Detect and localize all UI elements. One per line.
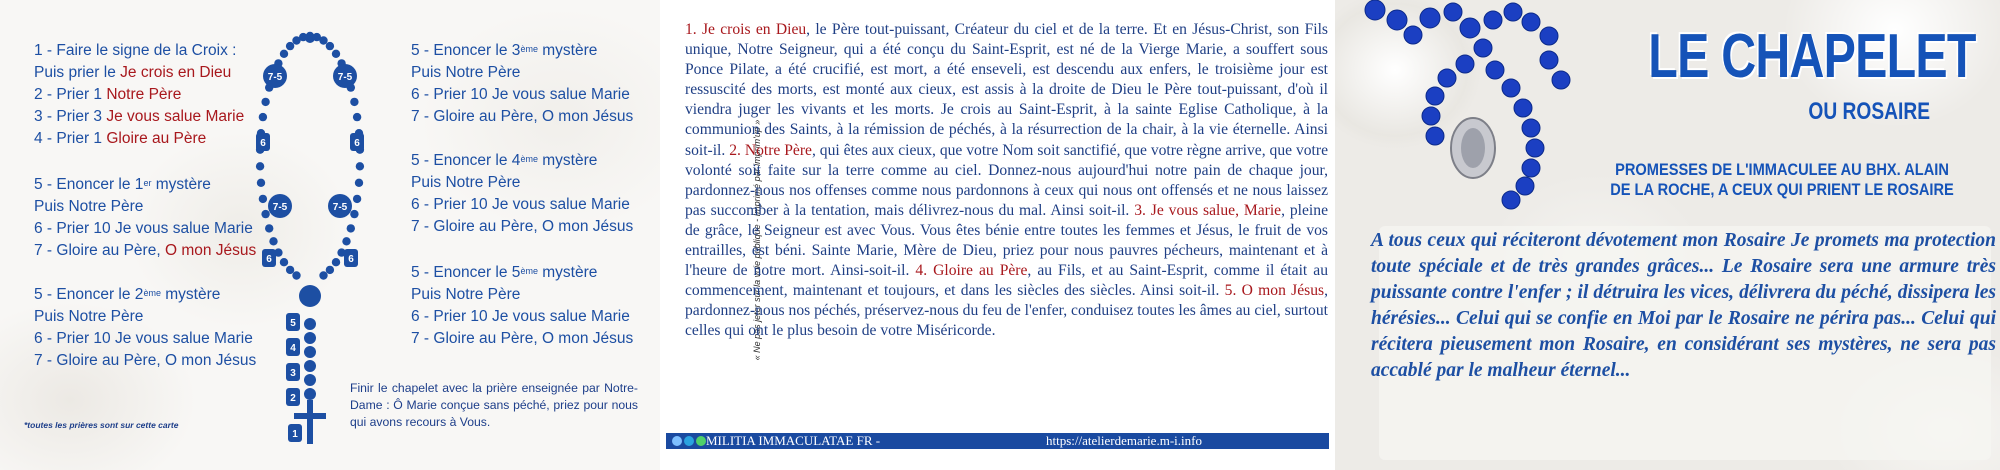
mystery-3-line-3: 6 - Prier 10 Je vous salue Marie <box>411 86 630 103</box>
mystery-1-line-4 <box>34 240 256 262</box>
mystery-5-word: mystère <box>537 264 598 281</box>
mystery-5-title <box>411 262 633 284</box>
rosary-bead <box>356 162 364 170</box>
decade-marker-2: 7-5 <box>337 72 353 83</box>
rosary-bead <box>353 195 361 203</box>
page-subtitle: OU ROSAIRE <box>1808 98 1930 125</box>
promises-heading: PROMESSES DE L'IMMACULEE AU BHX. ALAIN DE LA ROCHE, A CEUX QUI PRIENT LE ROSAIRE <box>1610 160 1954 199</box>
decade-marker-3: 7-5 <box>272 202 288 213</box>
rosary-bead <box>257 179 265 187</box>
mystery-4-sup: ème <box>520 154 538 164</box>
page-title: LE CHAPELET <box>1648 22 1976 91</box>
closing-instruction: Finir le chapelet avec la prière enseignée par Notre-Dame : Ô Marie conçue sans péché, priez pour nous qui avons recours à Vous. <box>350 381 638 429</box>
prayer-title-ave: 3. Je vous salue, Marie <box>1134 201 1282 219</box>
mystery-2-line-3: 6 - Prier 10 Je vous salue Marie <box>34 330 253 347</box>
rosary-bead <box>292 271 300 279</box>
mystery-2-word: mystère <box>160 286 221 303</box>
count-2: 2 <box>290 393 296 404</box>
rosary-photo <box>1335 0 1615 230</box>
prayer-body-gloire: , au Fils, et au Saint-Esprit, comme il était au commencement, maintenant et toujours, et dans les siècles des siècles. Ainsi soit-il. <box>685 262 1328 300</box>
rosary-bead <box>350 98 358 106</box>
mystery-3-title <box>411 40 633 62</box>
step-2-prefix: 2 - Prier 1 <box>34 86 107 103</box>
rosary-bead <box>347 224 355 232</box>
mystery-2 <box>34 284 256 372</box>
rosary-bead <box>332 50 340 58</box>
footer-bar <box>666 433 1329 449</box>
prayer-link-ave: Je vous salue Marie <box>106 108 245 125</box>
mystery-4-title <box>411 150 633 172</box>
promises-quote: A tous ceux qui réciteront dévotement mon Rosaire Je promets ma protection toute spéciale et de très grandes grâces... Le Rosaire sera une armure très puissante contre l'enfer ; il détruira les vices, délivrera du péché, dissipera les hérésies... Celui qui se confie en Moi par le Rosaire ne périra pas... Celui qui récitera pieusement mon Rosaire, en considérant ses mystères, ne sera pas accablé par le malheur éternel... <box>1371 230 1996 381</box>
count-5: 5 <box>290 318 296 329</box>
mystery-1-gloire: 7 - Gloire au Père, <box>34 242 165 259</box>
mystery-5-label: 5 - Enoncer le 5 <box>411 264 521 281</box>
prayer-link-credo: Je crois en Dieu <box>120 64 232 81</box>
count-6-right-2: 6 <box>348 254 354 265</box>
mystery-4-line-2: Puis Notre Père <box>411 174 521 191</box>
mystery-4-line-4: 7 - Gloire au Père, O mon Jésus <box>411 218 634 235</box>
decade-marker-4: 7-5 <box>332 202 348 213</box>
step-1-line-1: 1 - Faire le signe de la Croix : <box>34 42 237 59</box>
count-6-right: 6 <box>354 138 360 149</box>
rosary-bead <box>355 179 363 187</box>
mystery-1-sup: er <box>143 178 152 188</box>
decade-marker-1: 7-5 <box>267 72 283 83</box>
mystery-3 <box>411 40 633 128</box>
mystery-2-line-4: 7 - Gloire au Père, O mon Jésus <box>34 352 257 369</box>
prayer-title-gloire: 4. Gloire au Père <box>915 262 1028 280</box>
chat-icon <box>672 436 682 446</box>
footer-organization: MILITIA IMMACULATAE FR - <box>706 433 881 448</box>
prayer-link-o-mon-jesus: O mon Jésus <box>164 242 257 259</box>
instructions-panel <box>0 0 660 470</box>
count-6-left: 6 <box>260 138 266 149</box>
rosary-bead <box>326 42 334 50</box>
rosary-bead <box>259 195 267 203</box>
mystery-4 <box>411 150 633 238</box>
cover-panel <box>1335 0 2000 470</box>
step-2 <box>34 84 244 106</box>
rosary-bead <box>353 113 361 121</box>
mystery-3-word: mystère <box>537 42 598 59</box>
rosary-bead <box>269 237 277 245</box>
rosary-bead <box>350 210 358 218</box>
mystery-1-line-3: 6 - Prier 10 Je vous salue Marie <box>34 220 253 237</box>
telegram-icon <box>684 436 694 446</box>
rosary-bead <box>286 266 294 274</box>
mystery-4-line-3: 6 - Prier 10 Je vous salue Marie <box>411 196 630 213</box>
footer-website-link[interactable]: https://atelierdemarie.m-i.info <box>1046 433 1202 448</box>
rosary-bead <box>319 271 327 279</box>
rosary-bead <box>286 42 294 50</box>
prayers-text <box>685 20 1328 342</box>
rosary-bead <box>259 113 267 121</box>
rosary-bead <box>280 50 288 58</box>
mystery-1-label: 5 - Enoncer le 1 <box>34 176 144 193</box>
prayer-body-o-mon-jesus: , pardonnez-nous nos péchés, préservez-nous du feu de l'enfer, conduisez toutes les âmes au ciel, surtout celles qui ont le plus besoin de votre Miséricorde. <box>685 282 1328 340</box>
mystery-5-line-3: 6 - Prier 10 Je vous salue Marie <box>411 308 630 325</box>
count-3: 3 <box>290 368 296 379</box>
step-1-line-2 <box>34 62 244 84</box>
prayer-body-ave: , pleine de grâce, le Seigneur est avec Vous. Vous êtes bénie entre toutes les femmes et Jésus, le fruit de vos entrailles, est béni. Sainte Marie, Mère de Dieu, priez pour nous pauvres pécheurs, maintenant et à l'heure de notre mort. Ainsi-soit-il. <box>685 201 1328 280</box>
step-3-prefix: 3 - Prier 3 <box>34 108 107 125</box>
rosary-bead <box>261 98 269 106</box>
mystery-1 <box>34 174 256 262</box>
mystery-2-sup: ème <box>143 288 161 298</box>
rosary-bead <box>319 36 327 44</box>
count-4: 4 <box>290 343 296 354</box>
mystery-3-sup: ème <box>520 44 538 54</box>
step-4 <box>34 128 244 150</box>
mystery-3-line-4: 7 - Gloire au Père, O mon Jésus <box>411 108 634 125</box>
step-4-prefix: 4 - Prier 1 <box>34 130 107 147</box>
mystery-4-word: mystère <box>537 152 598 169</box>
mystery-5-line-2: Puis Notre Père <box>411 286 521 303</box>
prayer-body-credo: , le Père tout-puissant, Créateur du ciel et de la terre. Et en Jésus-Christ, son Fils unique, Notre Seigneur, qui a été conçu du Saint-Esprit, est né de la Vierge Marie, a souffert sous Ponce Pilate, a été crucifié, est mort, a été enseveli, est descendu aux enfers, le troisième jour est ressuscité des morts, est monté aux cieux, est assis à la droite de Dieu le Père tout-puissant, d'où il viendra juger les vivants et les morts. Je crois au Saint-Esprit, à la sainte Eglise Catholique, à la communion des Saints, à la rémission de péchés, à la résurrection de la chair, à la vie éternelle. Ainsi soit-il. <box>685 21 1328 159</box>
step-1-prefix: Puis prier le <box>34 64 121 81</box>
prayer-body-notre-pere: , qui êtes aux cieux, que votre Nom soit sanctifié, que votre règne arrive, que votre volonté soit faite sur la terre comme au ciel. Donnez-nous aujourd'hui notre pain de chaque jour, pardonnez-nous nos offenses comme nous pardonnons à ceux qui nous ont offensés et ne nous laissez pas succomber à la tentation, mais délivrez-nous du mal. Ainsi soit-il. <box>685 141 1328 219</box>
rosary-bead <box>280 258 288 266</box>
rosary-bead <box>265 224 273 232</box>
rosary-bead <box>342 237 350 245</box>
rosary-bead <box>326 266 334 274</box>
mystery-5-line-4: 7 - Gloire au Père, O mon Jésus <box>411 330 634 347</box>
rosary-bead <box>299 33 307 41</box>
mystery-2-label: 5 - Enoncer le 2 <box>34 286 144 303</box>
mystery-2-title <box>34 284 256 306</box>
mystery-1-word: mystère <box>151 176 211 193</box>
prayer-title-o-mon-jesus: 5. O mon Jésus <box>1224 282 1325 300</box>
mystery-4-label: 5 - Enoncer le 4 <box>411 152 521 169</box>
count-6-left-2: 6 <box>266 254 272 265</box>
mystery-1-line-2: Puis Notre Père <box>34 198 144 215</box>
disposal-notice: « Ne pas jeter sur la voie publique - Imprimé par imprim'up » <box>752 119 762 361</box>
whatsapp-icon <box>696 436 706 446</box>
prayers-panel <box>660 0 1335 470</box>
mystery-5-sup: ème <box>520 266 538 276</box>
count-1: 1 <box>292 429 298 440</box>
mystery-3-label: 5 - Enoncer le 3 <box>411 42 521 59</box>
prayer-link-notre-pere: Notre Père <box>106 86 182 103</box>
prayer-title-credo: 1. Je crois en Dieu <box>685 21 807 38</box>
step-3 <box>34 106 244 128</box>
rosary-bead <box>261 210 269 218</box>
footnote: *toutes les prières sont sur cette carte <box>24 420 179 430</box>
step-group-intro <box>34 40 244 150</box>
mystery-5 <box>411 262 633 350</box>
mystery-1-title <box>34 174 256 196</box>
prayer-link-gloire: Gloire au Père <box>106 130 207 147</box>
mystery-2-line-2: Puis Notre Père <box>34 308 144 325</box>
rosary-bead <box>332 258 340 266</box>
prayer-title-notre-pere: 2. Notre Père <box>729 141 812 159</box>
mystery-3-line-2: Puis Notre Père <box>411 64 521 81</box>
rosary-bead <box>256 162 264 170</box>
